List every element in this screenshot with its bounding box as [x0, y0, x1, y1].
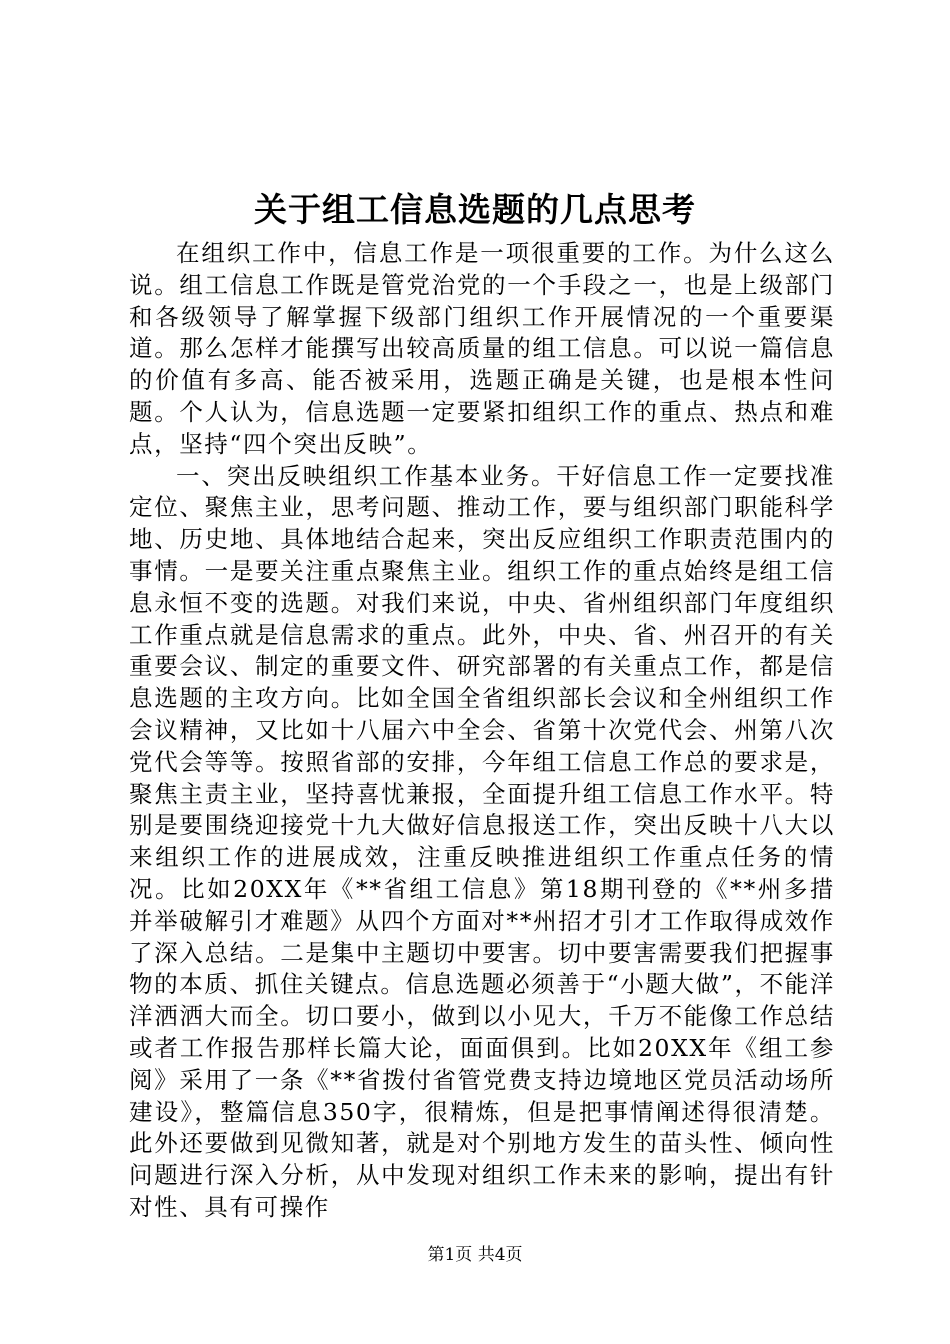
- body-paragraph: 在组织工作中，信息工作是一项很重要的工作。为什么这么说。组工信息工作既是管党治党的一个手段之一，也是上级部门和各级领导了解掌握下级部门组织工作开展情况的一个重要渠道。那么怎样才能撰写出较高质量的组工信息。可以说一篇信息的价值有多高、能否被采用，选题正确是关键，也是根本性问题。个人认为，信息选题一定要紧扣组织工作的重点、热点和难点，坚持“四个突出反映”。: [129, 239, 835, 458]
- body-paragraph: 一、突出反映组织工作基本业务。干好信息工作一定要找准定位、聚焦主业，思考问题、推动工作，要与组织部门职能科学地、历史地、具体地结合起来，突出反应组织工作职责范围内的事情。一是要关注重点聚焦主业。组织工作的重点始终是组工信息永恒不变的选题。对我们来说，中央、省州组织部门年度组织工作重点就是信息需求的重点。此外，中央、省、州召开的有关重要会议、制定的重要文件、研究部署的有关重点工作，都是信息选题的主攻方向。比如全国全省组织部长会议和全州组织工作会议精神，又比如十八届六中全会、省第十次党代会、州第八次党代会等等。按照省部的安排，今年组工信息工作总的要求是，聚焦主责主业，坚持喜忧兼报，全面提升组工信息工作水平。特别是要围绕迎接党十九大做好信息报送工作，突出反映十八大以来组织工作的进展成效，注重反映推进组织工作重点任务的情况。比如20XX年《**省组工信息》第18期刊登的《**州多措并举破解引才难题》从四个方面对**州招才引才工作取得成效作了深入总结。二是集中主题切中要害。切中要害需要我们把握事物的本质、抓住关键点。信息选题必须善于“小题大做”，不能洋洋洒洒大而全。切口要小，做到以小见大，千万不能像工作总结或者工作报告那样长篇大论，面面俱到。比如20XX年《组工参阅》采用了一条《**省拨付省管党费支持边境地区党员活动场所建设》，整篇信息350字，很精炼，但是把事情阐述得很清楚。此外还要做到见微知著，就是对个别地方发生的苗头性、倾向性问题进行深入分析，从中发现对组织工作未来的影响，提出有针对性、具有可操作: [129, 461, 835, 1221]
- document-title: 关于组工信息选题的几点思考: [254, 190, 696, 229]
- document-body: [129, 238, 835, 1224]
- page-number-footer: 第1页 共4页: [427, 1245, 523, 1265]
